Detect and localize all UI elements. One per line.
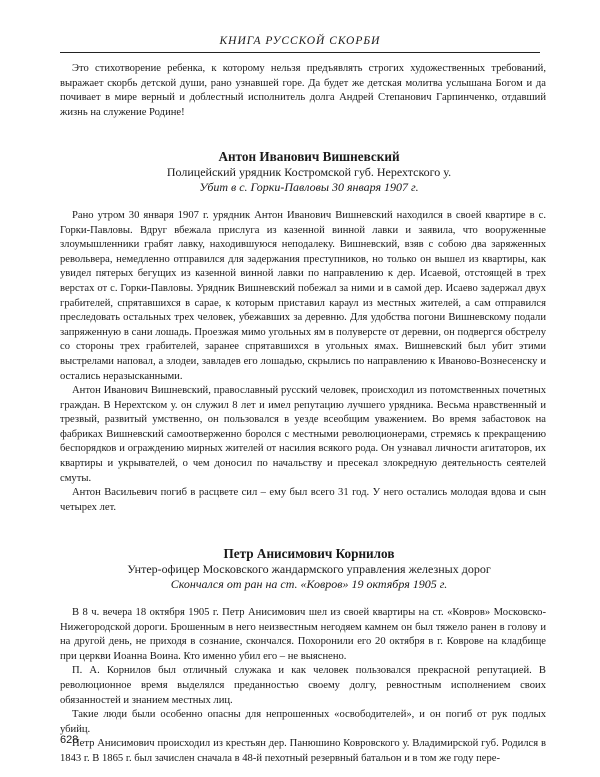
spacer <box>60 592 546 606</box>
spacer <box>60 195 546 209</box>
section-position: Полицейский урядник Костромской губ. Нерехтского у. <box>166 164 452 179</box>
section-vishnevsky <box>60 150 546 515</box>
body-paragraph: Такие люди были особенно опасны для непрошенных «освободителей», и он погиб от рук подлых убийц. <box>60 709 546 735</box>
section-fate: Убит в с. Горки-Павловы 30 января 1907 г. <box>199 179 419 194</box>
section-kornilov <box>60 547 546 766</box>
body-paragraph: В 8 ч. вечера 18 октября 1905 г. Петр Анисимович шел из своей квартиры на ст. «Ковров» Московско-Нижегородской дороги. Брошенным в него неизвестным негодяем камнем он был тяжело ранен в голову и на другой день, не приходя в сознание, скончался. Похоронили его 20 октября в г. Коврове на кладбище при церкви Иоанна Воина. Кто именно убил его – не выяснено. <box>60 607 546 662</box>
section-fate: Скончался от ран на ст. «Ковров» 19 октября 1905 г. <box>170 577 448 592</box>
body-paragraph: П. А. Корнилов был отличный служака и как человек пользовался прекрасной репутацией. В революционное время выделялся преданностью своему долгу, ревностным исполнением своих обязанностей и знанием местных лиц. <box>60 665 546 706</box>
running-title: КНИГА РУССКОЙ СКОРБИ <box>60 30 540 53</box>
intro-paragraph: Это стихотворение ребенка, к которому нельзя предъявлять строгих художественных требований, выражает скорбь детской души, рано узнавшей горе. Да будет же детская молитва услышана Богом и да почивает в мире верный и доблестный исполнитель долга Андрей Степанович Гарпинченко, отдавший жизнь на служение Родине! <box>60 63 546 118</box>
body-paragraph: Петр Анисимович происходил из крестьян дер. Панюшино Ковровского у. Владимирской губ. Родился в 1843 г. В 1865 г. был зачислен сначала в 48-й пехотный резервный батальон и в том же году пере- <box>60 738 546 764</box>
section-position: Унтер-офицер Московского жандармского управления железных дорог <box>127 562 491 577</box>
section-title: Петр Анисимович Корнилов <box>223 546 395 562</box>
spacer <box>60 515 546 547</box>
section-title: Антон Иванович Вишневский <box>218 149 400 165</box>
body-paragraph: Антон Васильевич погиб в расцвете сил – ему был всего 31 год. У него остались молодая вдова и сын четырех лет. <box>60 487 546 513</box>
page-number: 628 <box>60 734 79 746</box>
spacer <box>60 120 546 150</box>
body-paragraph: Антон Иванович Вишневский, православный русский человек, происходил из потомственных почетных граждан. В Нерехтском у. он служил 8 лет и имел репутацию лучшего урядника. Весьма нравственный и трезвый, развитый умственно, он пользовался в уезде всеобщим уважением. Во время забастовок на фабриках Вишневский самоотверженно боролся с местными революционерами, стремясь к прекращению беспорядков и ограждению мирных жителей от насилия всякого рода. Он узнавал личности агитаторов, их квартиры и укрывателей, о чем доносил по начальству и пресекал злокредную деятельность сеятелей смуты. <box>60 385 546 484</box>
page-content <box>60 62 546 767</box>
body-paragraph: Рано утром 30 января 1907 г. урядник Антон Иванович Вишневский находился в своей квартире в с. Горки-Павловы. Вдруг вбежала прислуга из казенной винной лавки и заявила, что вооруженные злоумышленники грабят лавку, находившуюся неподалеку. Вишневский, взяв с собою два заряженных револьвера, немедленно отправился для задержания преступников, но только он вышел из квартиры, как увидел пятерых бегущих из казенной винной лавки по направлению к дер. Исаевой, отстоящей в трех верстах от с. Горки-Павловы. Урядник Вишневский побежал за ними и в самой дер. Исаево задержал двух грабителей, спрятавшихся в сарае, к которым приставил караул из местных жителей, а сам отправился преследовать остальных трех человек, убежавших за деревню. Для удобства погони Вишневскому подали запряженную в сани лошадь. Проезжая мимо угольных ям в полуверсте от деревни, он подвергся обстрелу со стороны трех грабителей, заранее спрятавшихся в угольных ямах. Вишневский был убит этими выстрелами наповал, а злодеи, завладев его лошадью, скрылись по направлению к Иваново-Вознесенску и остались неразысканными. <box>60 209 546 382</box>
